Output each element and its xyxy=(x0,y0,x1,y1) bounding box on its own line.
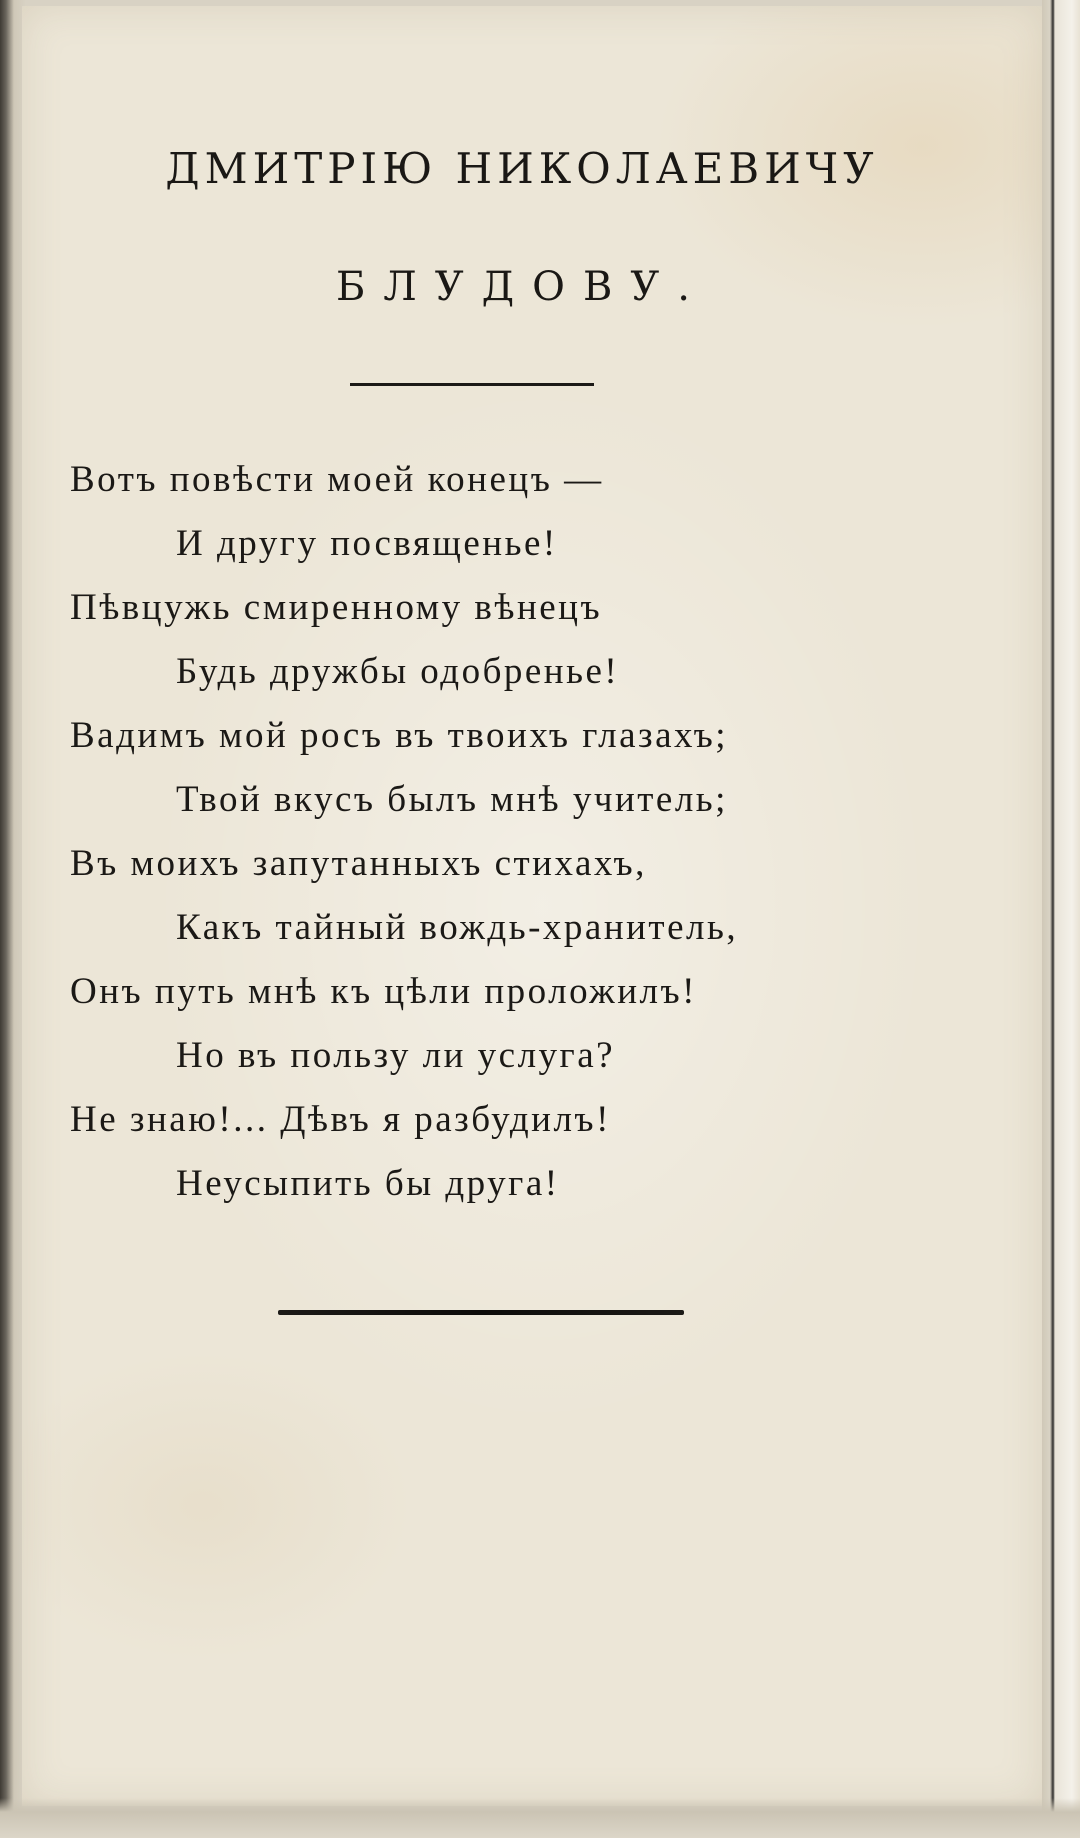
page-bottom-edge xyxy=(0,1798,1080,1838)
dedication-surname: БЛУДОВУ. xyxy=(335,264,708,310)
book-page xyxy=(22,6,1042,1806)
poem-line: Пѣвцужь смиренному вѣнецъ xyxy=(70,587,603,628)
poem-line: Вотъ повѣсти моей конецъ — xyxy=(70,459,604,500)
closing-ornament-rule xyxy=(278,1310,684,1315)
poem-line: Неусыпить бы друга! xyxy=(176,1163,560,1204)
poem-line: Будь дружбы одобренье! xyxy=(176,651,620,692)
heading-divider xyxy=(350,383,594,386)
poem-line: Вадимъ мой росъ въ твоихъ глазахъ; xyxy=(70,715,729,756)
poem-line: Какъ тайный вождь-хранитель, xyxy=(176,907,739,948)
poem-line: Въ моихъ запутанныхъ стихахъ, xyxy=(70,843,647,884)
dedication-poem xyxy=(70,448,970,1216)
page-fore-edge xyxy=(1042,0,1080,1838)
poem-line: Не знаю!... Дѣвъ я разбудилъ! xyxy=(70,1099,611,1140)
poem-line: Твой вкусъ былъ мнѣ учитель; xyxy=(176,779,728,820)
poem-line: Онъ путь мнѣ къ цѣли проложилъ! xyxy=(70,971,697,1012)
poem-line: И другу посвященье! xyxy=(176,523,558,564)
poem-line: Но въ пользу ли услуга? xyxy=(176,1035,616,1076)
dedication-heading: ДМИТРІЮ НИКОЛАЕВИЧУ xyxy=(165,144,879,193)
